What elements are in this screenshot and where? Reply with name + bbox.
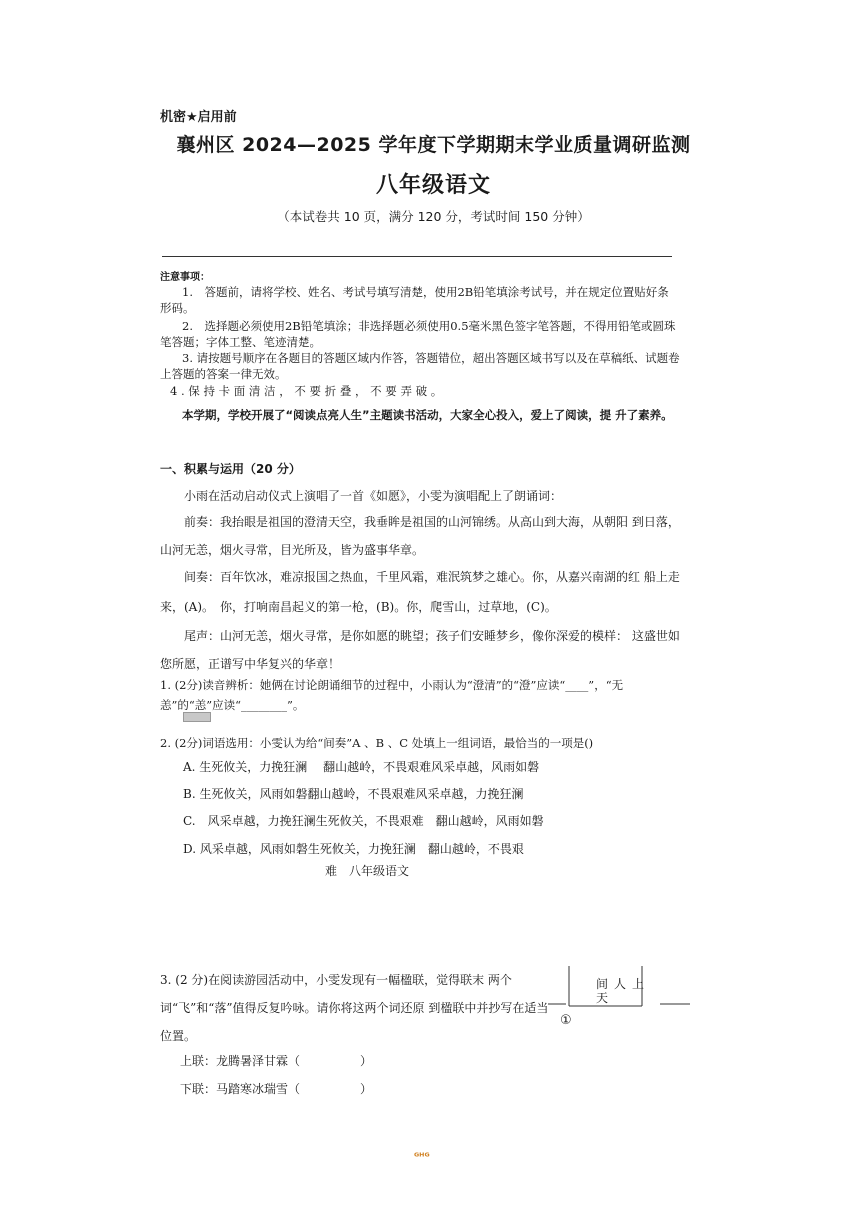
note-item: 4 . 保 持 卡 面 清 洁 ， 不 要 折 叠 ， 不 要 弄 破 。: [170, 384, 443, 398]
question-1: 1. (2分)读音辨析：她俩在讨论朗诵细节的过程中，小雨认为“澄清”的“澄”应读“____”，“无恙”的“恙”应读“________”。: [160, 678, 624, 712]
confidential-label: 机密★启用前: [160, 110, 237, 125]
coda-paragraph: 尾声：山河无恙，烟火寻常，是你如愿的眺望；孩子们安睡梦乡，像你深爱的模样： 这盛世如您所愿，正谱写中华复兴的华章！: [160, 629, 680, 671]
couplet-diagram: [540, 962, 700, 1032]
prelude-paragraph: 前奏：我抬眼是祖国的澄清天空，我垂眸是祖国的山河锦绣。从高山到大海，从朝阳 到日落，山河无恙，烟火寻常，目光所及，皆为盛事华章。: [160, 515, 680, 557]
note-item: 2. 选择题必须使用2B铅笔填涂；非选择题必须使用0.5毫米黑色签字笔答题，不得用铅笔或圆珠笔答题；字体工整、笔迹清楚。: [160, 319, 676, 349]
question-3: 3. (2 分)在阅读游园活动中，小雯发现有一幅楹联，觉得联末 两个词“飞”和“落”值得反复吟咏。请你将这两个词还原 到楹联中并抄写在适当位置。: [160, 973, 549, 1043]
section-title: 一、积累与运用（20 分）: [160, 462, 301, 476]
note-item: 3. 请按题号顺序在各题目的答题区域内作答，答题错位，超出答题区域书写以及在草稿纸、试题卷上答题的答案一律无效。: [160, 351, 680, 381]
answer-box[interactable]: [183, 712, 211, 722]
note-item: 1. 答题前，请将学校、姓名、考试号填写清楚，使用2B铅笔填涂考试号，并在规定位置贴好条形码。: [160, 285, 669, 315]
intro-paragraph: 本学期，学校开展了“阅读点亮人生”主题读书活动，大家全心投入，爱上了阅读，提 升了素养。: [182, 408, 673, 422]
couplet-lower: 下联：马踏寒冰瑞雪（ ）: [180, 1082, 373, 1096]
diagram-char: 间: [596, 977, 609, 991]
exam-title: 襄州区 2024—2025 学年度下学期期末学业质量调研监测: [176, 134, 691, 156]
footer-mark: ᴳᴴᴳ: [414, 1152, 430, 1163]
diagram-char: 天: [596, 991, 609, 1005]
notes-title: 注意事项：: [160, 272, 210, 283]
subject-title: 八年级语文: [375, 173, 491, 198]
question-2: 2. (2分)词语选用：小雯认为给“间奏”A 、B 、C 处填上一组词语，最恰当的一项是(): [160, 736, 594, 750]
couplet-upper: 上联：龙腾暑泽甘霖（ ）: [180, 1054, 373, 1068]
option-b: B. 生死攸关，风雨如磐翻山越岭，不畏艰难风采卓越，力挽狂澜: [183, 787, 524, 801]
option-a: A. 生死攸关，力挽狂澜 翻山越岭，不畏艰难风采卓越，风雨如磐: [183, 760, 540, 774]
lead-paragraph: 小雨在活动启动仪式上演唱了一首《如愿》，小雯为演唱配上了朗诵词：: [184, 489, 563, 503]
diagram-char: 人: [614, 977, 627, 991]
header-divider: [162, 256, 672, 257]
option-d-continuation: 难 八年级语文: [325, 864, 410, 878]
exam-info: （本试卷共 10 页，满分 120 分，考试时间 150 分钟）: [277, 209, 590, 224]
option-c: C. 风采卓越，力挽狂澜生死攸关，不畏艰难 翻山越岭，风雨如磐: [183, 814, 544, 828]
interlude-paragraph: 间奏：百年饮冰，难凉报国之热血，千里风霜，难泯筑梦之雄心。你，从嘉兴南湖的红 船上走来，(A)。 你，打响南昌起义的第一枪，(B)。你，爬雪山，过草地，(C)。: [160, 570, 680, 614]
option-d: D. 风采卓越，风雨如磐生死攸关，力挽狂澜 翻山越岭，不畏艰: [183, 842, 524, 856]
diagram-marker: ①: [560, 1013, 572, 1028]
diagram-char: 上: [632, 977, 645, 991]
